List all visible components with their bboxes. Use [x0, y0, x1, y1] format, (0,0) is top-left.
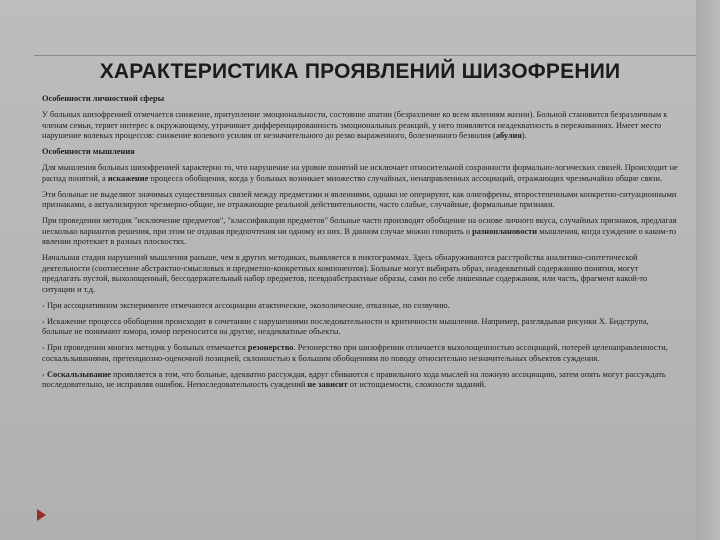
bullet-item-reasoning: › При проведении многих методик у больных отмечается резонерство. Резонерство при шизофрении отличается выхолощенностью ассоциаций, потерей целенаправленности, соскальзываниями, претенциозно-оценочной позицией, склонностью к большим обобщениям по поводу относительно незначительных объектов суждения. — [42, 343, 668, 363]
bullet-item-associations: › При ассоциативном эксперименте отмечаются ассоциации атактические, экололические, отказные, по созвучию. — [42, 300, 450, 310]
bullet-item-distortion: › Искажение процесса обобщения происходит в сочетании с нарушениями последовательности и критичности мышления. Например, разглядывая рисунки Х. Бидструпа, больные не понимают юмора, юмор переносится на другие, неадекватные объекты. — [42, 316, 649, 336]
paragraph-thinking-1: Для мышления больных шизофренией характерно то, что нарушение на уровне понятий не исключает относительной сохранности формально-логических связей. Происходит не распад понятий, а искажение процесса обобщения, когда у больных возникает множество случайных, ненаправленных ассоциаций, отражающих чрезмычайно общие связи. — [42, 163, 678, 183]
bullet-marker-icon: › — [42, 301, 45, 310]
paragraph-personality: У больных шизофренией отмечается снижение, притупление эмоциональности, состояние апатии (безразличие ко всем явлениям жизни). Больной становится безразличным к членам семьи, теряет интерес к окружающему, утрачивает дифференцированность эмоциональных реакций, у него появляется неадекватность в переживаниях. Имеет место нарушение волевых процессов: снижение волевого усилия от незначительного до резко выраженного, болезненного безволия (абулия). — [42, 110, 668, 140]
bullet-marker-icon: › — [42, 370, 45, 379]
bullet-marker-icon: › — [42, 344, 45, 352]
paragraph-thinking-4: Начальная стадия нарушений мышления раньше, чем в других методиках, выявляется в пиктограммах. Здесь обнаруживаются расстройства аналитико-синтетической деятельности (соотнесение абстрактно-смысловых и предметно-конкретных компонентов). Больные могут выбирать образ, неадекватный содержанию понятия, могут предлагать пустой, выхолощенный, бессодержательный набор предметов, псевдоабстрактные образы, сами по себе лишенные содержания, или часть, фрагмент какой-то ситуации и т.д. — [42, 253, 648, 294]
paragraph-thinking-3: При проведении методик "исключение предметов", "классификация предметов" больные часто производят обобщение на основе личного вкуса, случайных признаков, предлагая несколько вариантов решения, при этом не отдавая предпочтения ни одному из них. В данном случае можно говорить о разноплановости мышления, когда суждение о каком-то явлении протекает в разных плоскостях. — [42, 216, 677, 246]
section-heading-personality: Особенности личностной сферы — [42, 94, 165, 103]
bullet-item-slipping: › Соскальзывание проявляется в том, что больные, адекватно рассуждая, вдруг сбиваются с правильного хода мыслей на ложную ассоциацию, затем опять могут рассуждать последовательно, не исправляя ошибок. Непоследовательность суждений не зависит от истощаемости, сложности заданий. — [42, 369, 666, 389]
page-title: ХАРАКТЕРИСТИКА ПРОЯВЛЕНИЙ ШИЗОФРЕНИИ — [99, 60, 621, 83]
bullet-marker-icon: › — [42, 317, 45, 326]
section-heading-thinking: Особенности мышления — [42, 147, 135, 156]
paragraph-thinking-2: Эти больные не выделяют значимых существенных связей между предметами и явлениями, однако не оперируют, как олигофрены, второстепенными конкретно-ситуационными признаками, а актуализируют чрезмерно-общие, не отражающие реальной действительности, часто слабые, случайные, формальные признаки. — [42, 189, 677, 209]
top-divider — [34, 55, 696, 56]
slide-content — [42, 94, 678, 396]
play-arrow-icon — [37, 509, 46, 521]
